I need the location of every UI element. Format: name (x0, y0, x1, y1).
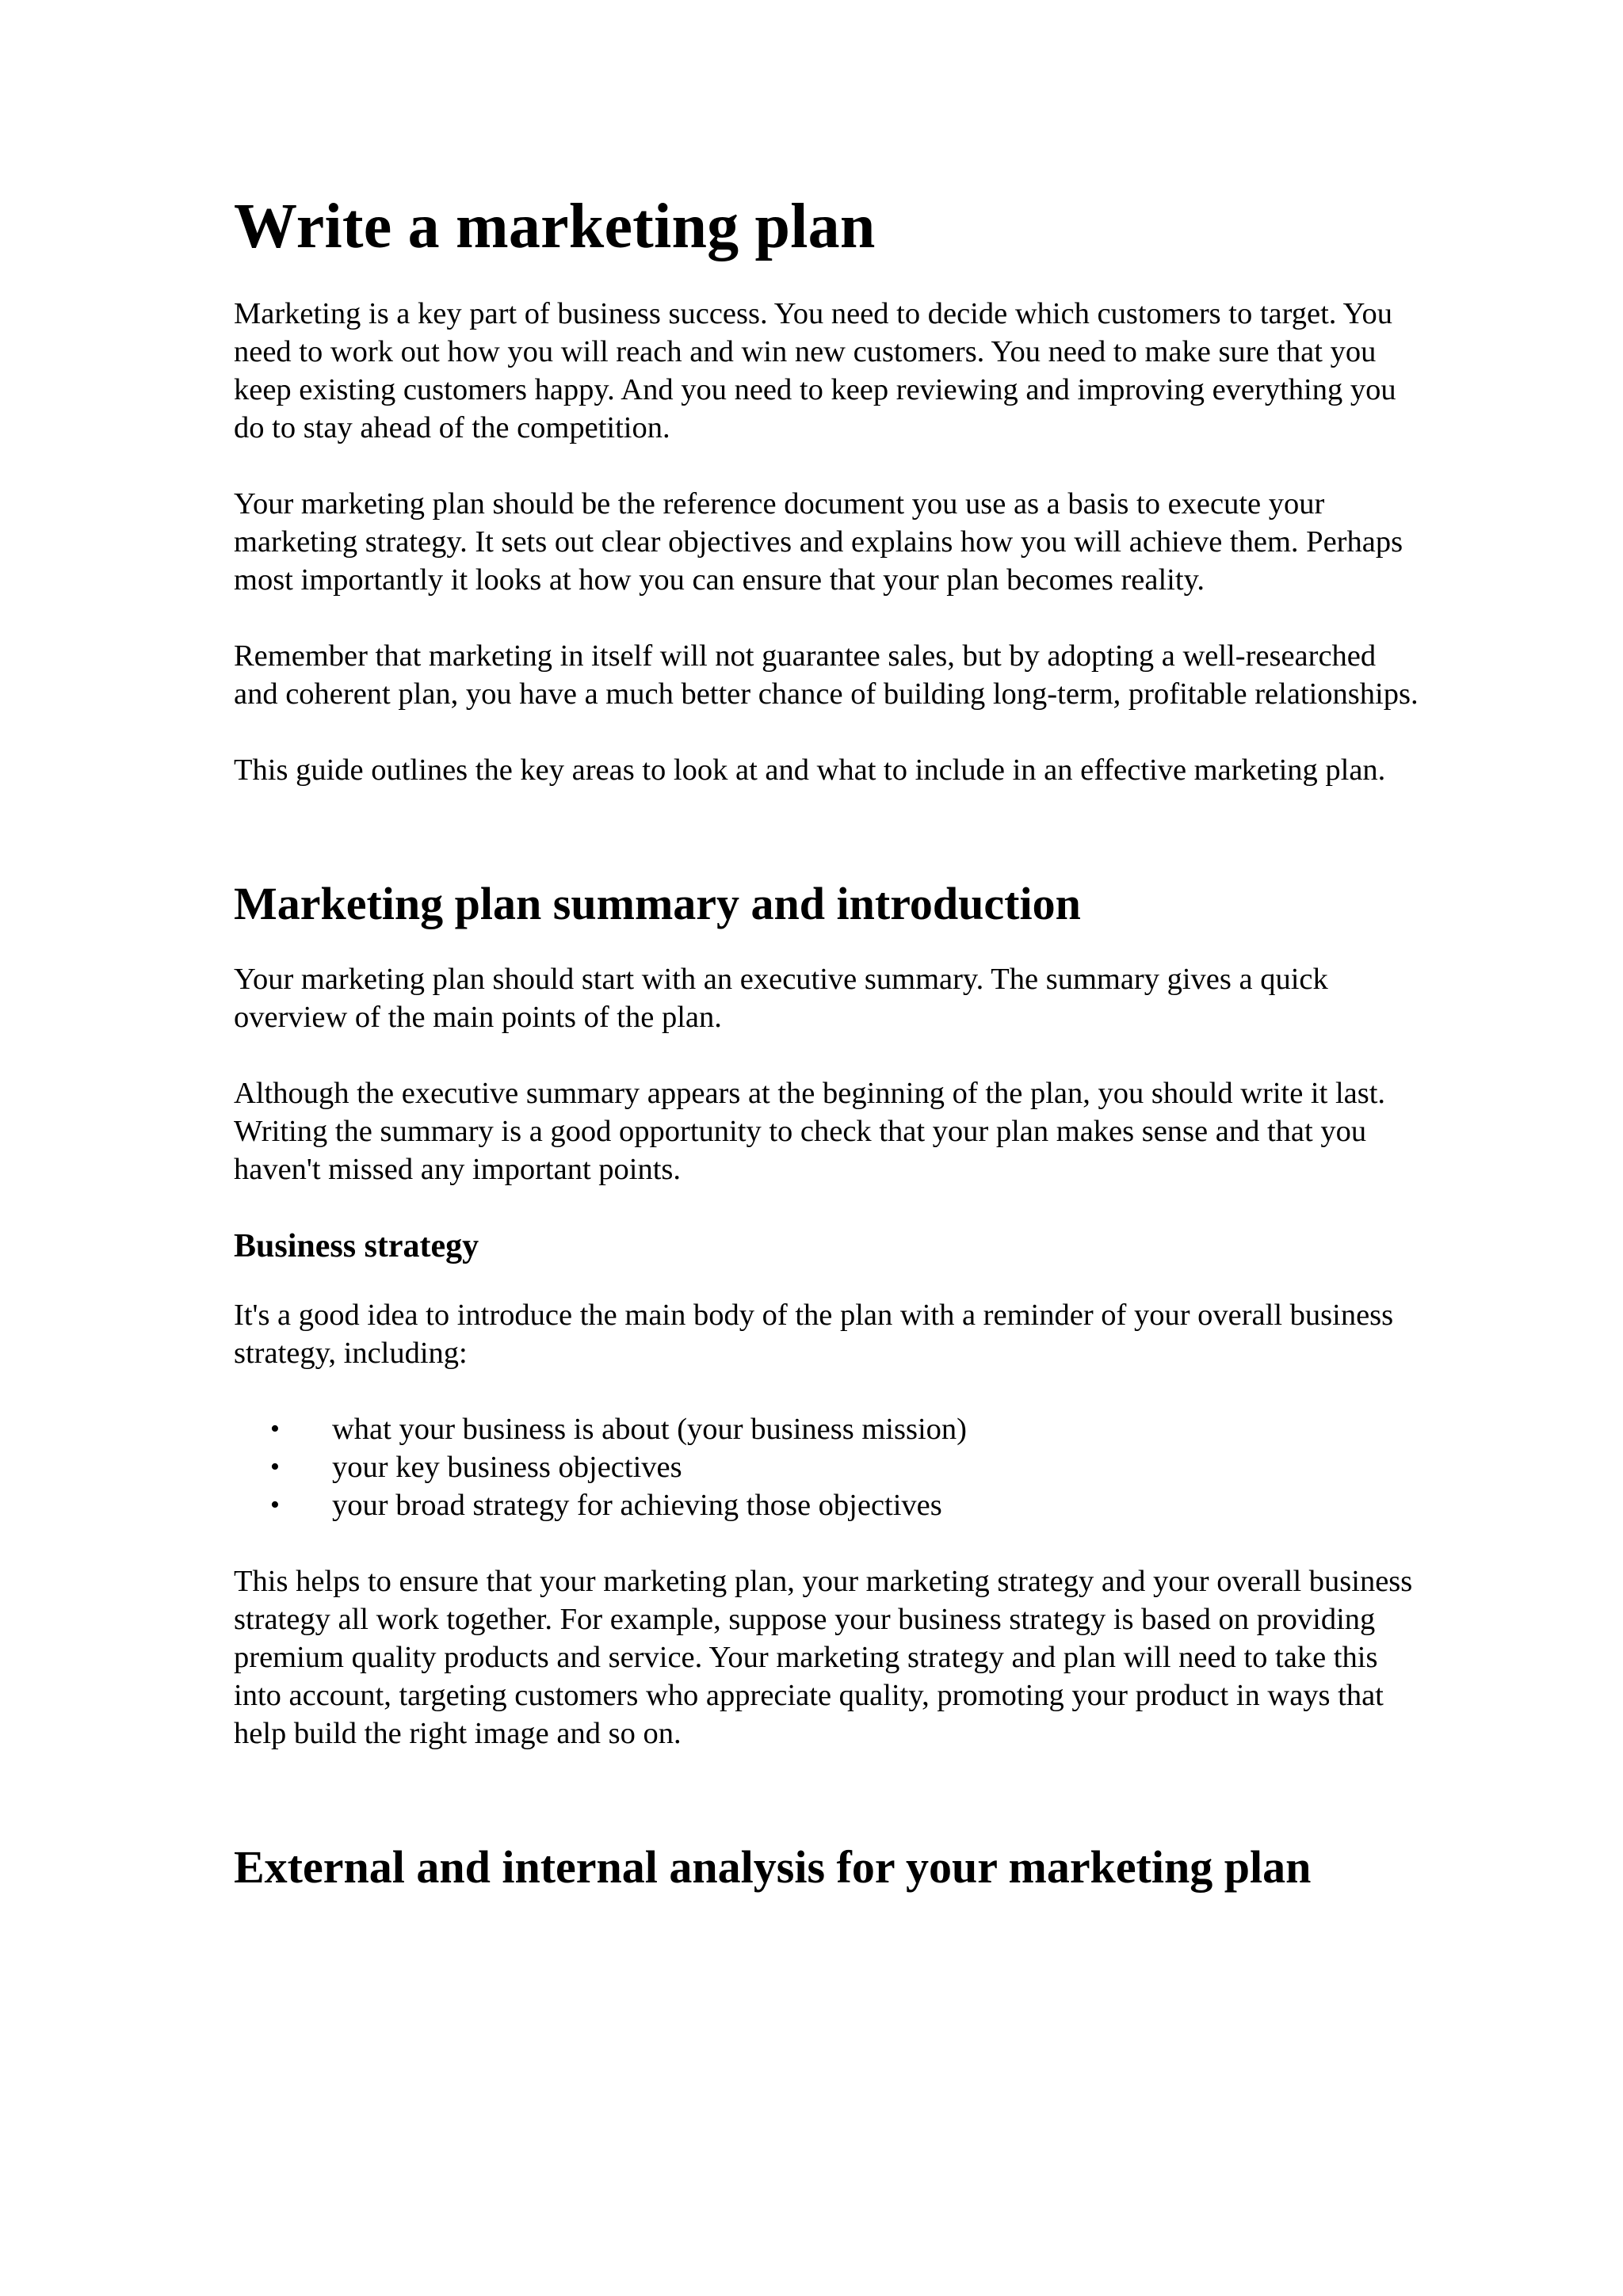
summary-paragraph-1: Your marketing plan should start with an executive summary. The summary gives a quick overview of the main points of the plan. (234, 962, 1328, 1034)
page-title: Write a marketing plan (234, 192, 876, 261)
section-heading-summary: Marketing plan summary and introduction (234, 878, 1081, 929)
list-item-text: your broad strategy for achieving those objectives (332, 1488, 942, 1522)
bullet-icon: • (270, 1413, 280, 1444)
document-page (234, 190, 1423, 1924)
summary-paragraph-2: Although the executive summary appears at the beginning of the plan, you should write it last. Writing the summary is a good opportunity to check that your plan makes sense and that you haven't missed any important points. (234, 1076, 1386, 1186)
business-strategy-list (234, 1410, 1423, 1524)
business-strategy-intro: It's a good idea to introduce the main body of the plan with a reminder of your overall business strategy, including: (234, 1298, 1394, 1370)
section-heading-analysis: External and internal analysis for your marketing plan (234, 1840, 1312, 1893)
list-item (270, 1486, 1423, 1524)
intro-paragraph-4: This guide outlines the key areas to look at and what to include in an effective marketing plan. (234, 753, 1386, 787)
list-item (270, 1410, 1423, 1448)
subheading-business-strategy: Business strategy (234, 1227, 479, 1264)
list-item-text: what your business is about (your business mission) (332, 1412, 967, 1446)
intro-paragraph-3: Remember that marketing in itself will not guarantee sales, but by adopting a well-researched and coherent plan, you have a much better chance of building long-term, profitable relationships. (234, 639, 1419, 711)
section-spacer (234, 1791, 1423, 1840)
intro-paragraph-2: Your marketing plan should be the reference document you use as a basis to execute your marketing strategy. It sets out clear objectives and explains how you will achieve them. Perhaps most importantly it looks at how you can ensure that your plan becomes reality. (234, 487, 1403, 597)
bullet-icon: • (270, 1451, 280, 1482)
list-item (270, 1448, 1423, 1486)
intro-paragraph-1: Marketing is a key part of business success. You need to decide which customers to target. You need to work out how you will reach and win new customers. You need to make sure that you keep existing customers happy. And you need to keep reviewing and improving everything you do to stay ahead of the competition. (234, 297, 1396, 444)
section-spacer (234, 827, 1423, 876)
bullet-icon: • (270, 1489, 280, 1520)
list-item-text: your key business objectives (332, 1450, 682, 1484)
business-strategy-closing: This helps to ensure that your marketing plan, your marketing strategy and your overall business strategy all work together. For example, suppose your business strategy is based on providing premium quality products and service. Your marketing strategy and plan will need to take this into account, targeting customers who appreciate quality, promoting your product in ways that help build the right image and so on. (234, 1564, 1413, 1750)
